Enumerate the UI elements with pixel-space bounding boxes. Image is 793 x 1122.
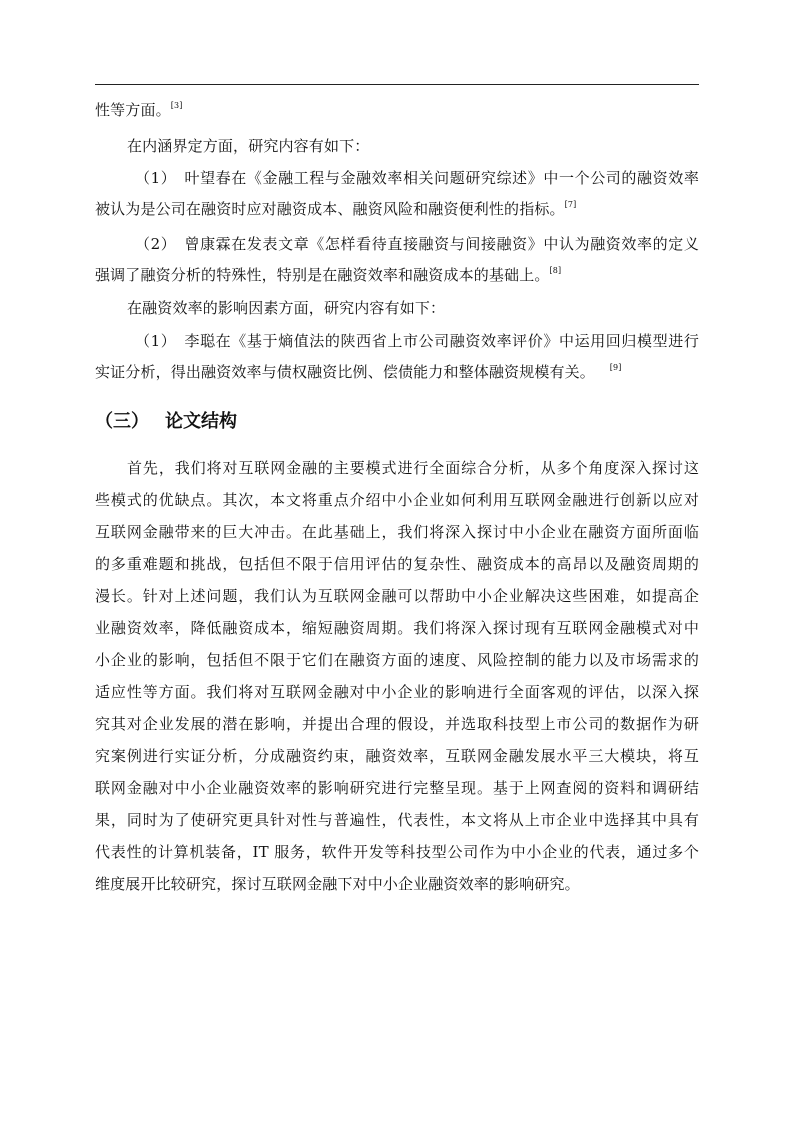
paragraph-line: 究其对企业发展的潜在影响，并提出合理的假设，并选取科技型上市公司的数据作为研 [95,715,699,733]
paragraph-line: 小企业的影响，包括但不限于它们在融资方面的速度、风险控制的能力以及市场需求的 [95,651,699,669]
paragraph-line: 互联网金融带来的巨大冲击。在此基础上，我们将深入探讨中小企业在融资方面所面临 [95,523,699,541]
paragraph-line: 业融资效率，降低融资成本，缩短融资周期。我们将深入探讨现有互联网金融模式对中 [95,619,699,637]
text-line-6: 强调了融资分析的特殊性，特别是在融资效率和融资成本的基础上。[8] [95,266,562,284]
text-line-3: （1） 叶望春在《金融工程与金融效率相关问题研究综述》中一个公司的融资效率 [135,169,699,187]
text-line-7: 在融资效率的影响因素方面，研究内容有如下： [127,299,446,317]
header-rule [95,84,699,85]
section-heading [95,410,237,434]
paragraph-line: 首先，我们将对互联网金融的主要模式进行全面综合分析，从多个角度深入探讨这 [127,459,699,477]
paragraph-line: 些模式的优缺点。其次，本文将重点介绍中小企业如何利用互联网金融进行创新以应对 [95,491,699,509]
text-line-5: （2） 曾康霖在发表文章《怎样看待直接融资与间接融资》中认为融资效率的定义 [135,235,699,253]
paragraph-line: 维度展开比较研究，探讨互联网金融下对中小企业融资效率的影响研究。 [95,875,580,893]
text-line-9: 实证分析，得出融资效率与债权融资比例、偿债能力和整体融资规模有关。 [9] [95,363,622,381]
citation-ref: [7] [564,200,577,209]
section-number: （三） [95,411,149,432]
paragraph-line: 联网金融对中小企业融资效率的影响研究进行完整呈现。基于上网查阅的资料和调研结 [95,779,699,797]
paragraph-line: 果，同时为了使研究更具针对性与普遍性，代表性，本文将从上市企业中选择其中具有 [95,811,699,829]
paragraph-line: 漫长。针对上述问题，我们认为互联网金融可以帮助中小企业解决这些困难，如提高企 [95,587,699,605]
section-title: 论文结构 [165,411,237,432]
text-line-2: 在内涵界定方面，研究内容有如下： [127,137,370,155]
paragraph-line: 代表性的计算机装备，IT 服务，软件开发等科技型公司作为中小企业的代表，通过多个 [95,843,699,861]
citation-ref: [8] [549,266,562,275]
text-line-4: 被认为是公司在融资时应对融资成本、融资风险和融资便利性的指标。[7] [95,200,577,218]
citation-ref: [3] [170,101,183,110]
paragraph-line: 究案例进行实证分析，分成融资约束，融资效率，互联网金融发展水平三大模块，将互 [95,747,699,765]
text-line-8: （1） 李聪在《基于熵值法的陕西省上市公司融资效率评价》中运用回归模型进行 [135,332,699,350]
paragraph-line: 适应性等方面。我们将对互联网金融对中小企业的影响进行全面客观的评估，以深入探 [95,683,699,701]
citation-ref: [9] [609,363,622,372]
paragraph-line: 的多重难题和挑战，包括但不限于信用评估的复杂性、融资成本的高昂以及融资周期的 [95,555,699,573]
text-line-1: 性等方面。[3] [95,101,183,119]
